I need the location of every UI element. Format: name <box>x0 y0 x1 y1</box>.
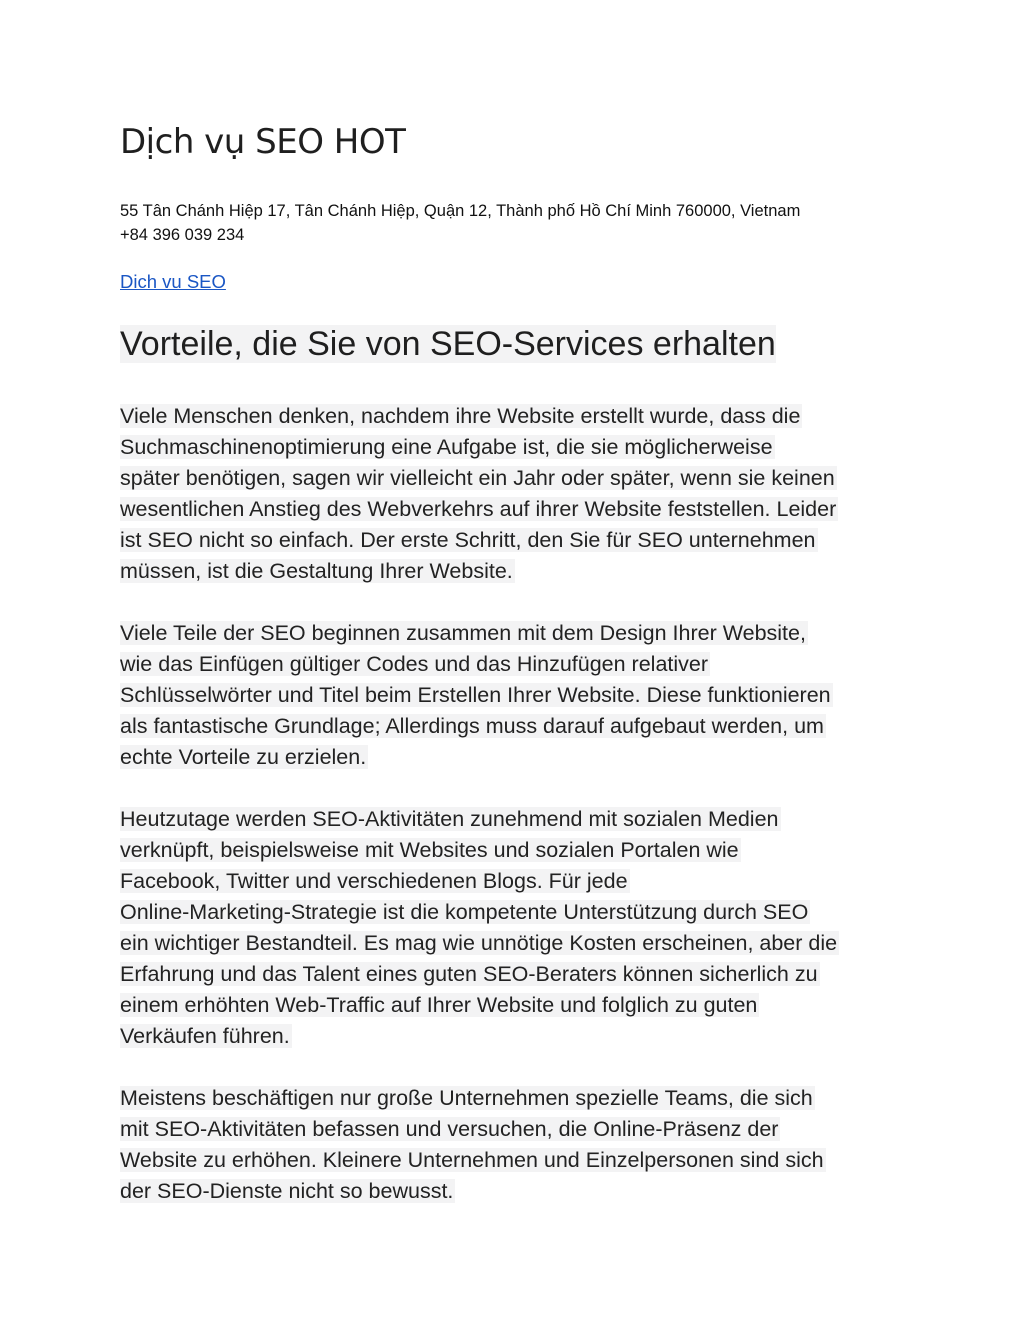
paragraph-line <box>120 680 833 711</box>
line-text: wie das Einfügen gültiger Codes und das Hinzufügen relativer <box>120 652 709 676</box>
paragraph-line <box>120 1145 826 1176</box>
line-text: Viele Teile der SEO beginnen zusammen mit dem Design Ihrer Website, <box>120 621 806 645</box>
paragraph-line <box>120 494 838 525</box>
line-text: echte Vorteile zu erzielen. <box>120 745 367 769</box>
paragraph-line <box>120 649 833 680</box>
line-text: der SEO-Dienste nicht so bewusst. <box>120 1179 454 1203</box>
paragraph-1 <box>120 401 838 587</box>
paragraph-line <box>120 804 839 835</box>
address-text: 55 Tân Chánh Hiệp 17, Tân Chánh Hiệp, Quận 12, Thành phố Hồ Chí Minh 760000, Vietnam <box>120 202 801 220</box>
line-text: ist SEO nicht so einfach. Der erste Schritt, den Sie für SEO unternehmen <box>120 528 816 552</box>
contact-block <box>120 199 800 247</box>
document-title: Dịch vụ SEO HOT <box>120 122 406 162</box>
paragraph-line <box>120 897 839 928</box>
paragraph-4 <box>120 1083 826 1207</box>
paragraph-line <box>120 928 839 959</box>
paragraph-line <box>120 401 838 432</box>
line-text: Verkäufen führen. <box>120 1024 290 1048</box>
line-text: Schlüsselwörter und Titel beim Erstellen Ihrer Website. Diese funktionieren <box>120 683 831 707</box>
line-text: Website zu erhöhen. Kleinere Unternehmen und Einzelpersonen sind sich <box>120 1148 824 1172</box>
paragraph-line <box>120 959 839 990</box>
section-heading-text: Vorteile, die Sie von SEO-Services erhalten <box>120 325 776 363</box>
line-text: Meistens beschäftigen nur große Unternehmen spezielle Teams, die sich <box>120 1086 813 1110</box>
line-text: Viele Menschen denken, nachdem ihre Website erstellt wurde, dass die <box>120 404 801 428</box>
line-text: Facebook, Twitter und verschiedenen Blogs. Für jede <box>120 869 628 893</box>
paragraph-line <box>120 866 839 897</box>
line-text: Online-Marketing-Strategie ist die kompetente Unterstützung durch SEO <box>120 900 809 924</box>
paragraph-line <box>120 556 838 587</box>
line-text: Erfahrung und das Talent eines guten SEO-Beraters können sicherlich zu <box>120 962 818 986</box>
paragraph-line <box>120 1083 826 1114</box>
paragraph-line <box>120 618 833 649</box>
paragraph-line <box>120 835 839 866</box>
paragraph-line <box>120 1114 826 1145</box>
line-text: ein wichtiger Bestandteil. Es mag wie unnötige Kosten erscheinen, aber die <box>120 931 838 955</box>
line-text: mit SEO-Aktivitäten befassen und versuchen, die Online-Präsenz der <box>120 1117 779 1141</box>
paragraph-line <box>120 432 838 463</box>
line-text: einem erhöhten Web-Traffic auf Ihrer Website und folglich zu guten <box>120 993 758 1017</box>
paragraph-line <box>120 990 839 1021</box>
paragraph-line <box>120 1021 839 1052</box>
paragraph-3 <box>120 804 839 1052</box>
line-text: Heutzutage werden SEO-Aktivitäten zunehmend mit sozialen Medien <box>120 807 779 831</box>
paragraph-line <box>120 1176 826 1207</box>
section-heading <box>120 322 776 366</box>
phone-text: +84 396 039 234 <box>120 226 245 244</box>
paragraph-2 <box>120 618 833 773</box>
line-text: als fantastische Grundlage; Allerdings muss darauf aufgebaut werden, um <box>120 714 824 738</box>
line-text: später benötigen, sagen wir vielleicht ein Jahr oder später, wenn sie keinen <box>120 466 835 490</box>
line-text: Suchmaschinenoptimierung eine Aufgabe ist, die sie möglicherweise <box>120 435 773 459</box>
paragraph-line <box>120 525 838 556</box>
paragraph-line <box>120 742 833 773</box>
line-text: müssen, ist die Gestaltung Ihrer Website. <box>120 559 513 583</box>
line-text: wesentlichen Anstieg des Webverkehrs auf ihrer Website feststellen. Leider <box>120 497 837 521</box>
paragraph-line <box>120 463 838 494</box>
line-text: verknüpft, beispielsweise mit Websites und sozialen Portalen wie <box>120 838 739 862</box>
seo-service-link[interactable]: Dich vu SEO <box>120 271 226 292</box>
paragraph-line <box>120 711 833 742</box>
